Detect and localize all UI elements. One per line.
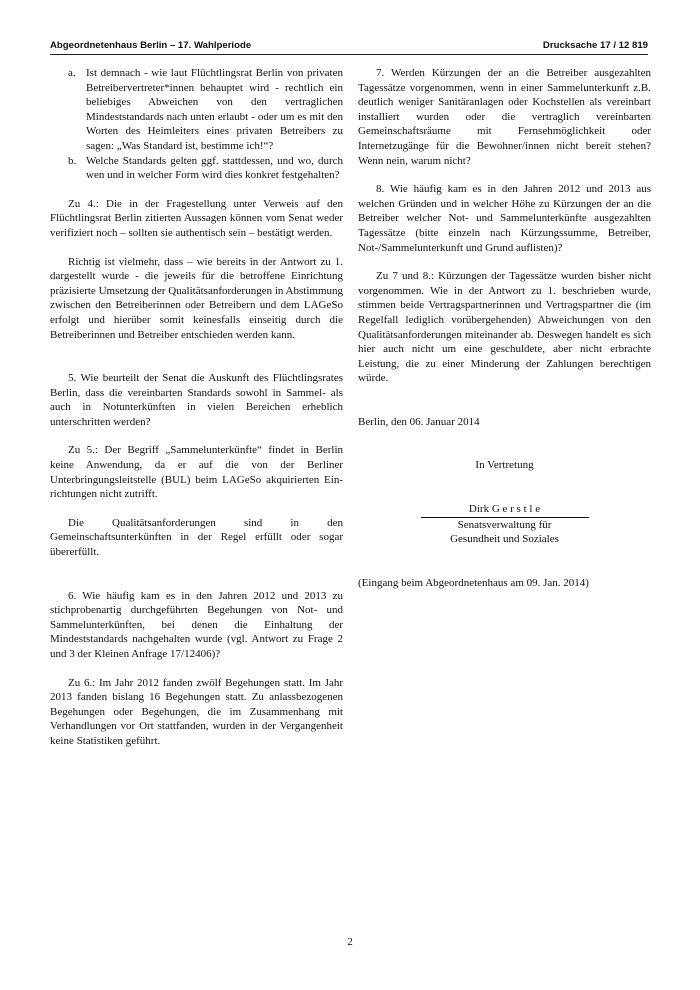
question-7: 7. Werden Kürzungen der an die Betreiber ausgezahlten Tagessätze vorgenommen, wenn in einer Sammelunterkunft z.B. deutlich weniger Sanitäranlagen oder Kochstellen als vereinbart installiert wurden oder die vertraglich vereinbarten Gemeinschaftsräume mit Fernsehmöglichkeit oder Internetzugänge für die Bewohner/innen nicht bereit stehen? Wenn nein, warum nicht?	[358, 67, 651, 167]
left-column	[50, 66, 343, 749]
list-marker-a: a.	[68, 67, 76, 79]
answer-5-continued: Die Qualitätsanforderungen sind in den Gemeinschaftsunterkünften in der Regel erfüllt oder sogar übererfüllt.	[50, 516, 343, 559]
answer-7-8: Zu 7 und 8.: Kürzungen der Tagessätze wurden bisher nicht vorgenommen. Wie in der Antwort zu 1. beschrieben wurde, stimmen beide Vertragspartnerinnen und Vertragspartner die (im Regelfall lediglich vorübergehenden) Abweichungen von den Qualitätsanforderungen miteinander ab. Deswegen handelt es sich hier auch nicht um eine geschuldete, aber nicht erbrachte Leistung, die zu einer Minderung der Zahlungen berechtigen würde.	[358, 270, 651, 385]
list-text-a: Ist demnach - wie laut Flüchtlingsrat Berlin von privaten Betreibervertreter*innen behauptet wird - rechtlich ein beliebiges Abweichen von den vertraglichen Mindeststandards nach unten erlaubt - oder um es mit den Worten des Heimleiters eines privaten Betreibers zu sagen: „Was Standard ist, bestimme ich!“?	[86, 67, 343, 152]
answer-4-continued: Richtig ist vielmehr, dass – wie bereits in der Antwort zu 1. dargestellt wurde - die jeweils für die betroffene Einrichtung präzisierte Umsetzung der Qualitätsanforderungen in Abstimmung zwischen den Betreiberinnen oder Betreibern und dem LAGeSo erfolgt und hierüber somit keinesfalls einseitig durch die Betreiberinnen und Betreiber entschieden werden kann.	[50, 255, 343, 341]
answer-6: Zu 6.: Im Jahr 2012 fanden zwölf Begehungen statt. Im Jahr 2013 fanden bislang 16 Begehungen statt. Zu anlassbezogenen Begehungen oder Begehungen, die im Zusammenhang mit Verhandlungen vor Ort stattfanden, wurden in der Vergangenheit keine Statistiken geführt.	[50, 676, 343, 747]
header-house-title: Abgeordnetenhaus Berlin – 17. Wahlperiode	[50, 40, 252, 51]
question-8: 8. Wie häufig kam es in den Jahren 2012 und 2013 aus welchen Gründen und in welcher Höhe zu Kürzungen der an die Betreiber welcher Not- und Sammelunterkünfte ausgezahlten Tagessätze (bitte einzeln nach Kürzungssumme, Betreiber, Not-/Sammelunterkunft und Grund auflisten)?	[358, 183, 651, 254]
department-line-2: Gesundheit und Soziales	[450, 533, 559, 546]
list-marker-b: b.	[68, 154, 77, 167]
list-text-b: Welche Standards gelten ggf. stattdessen, und wo, durch wen und in welcher Form wird dies konkret festgehalten?	[86, 154, 343, 182]
answer-5: Zu 5.: Der Begriff „Sammelunterkünfte“ findet in Berlin keine Anwendung, da er auf die von der Berliner Unterbringungsleitstelle (BUL) beim LAGeSo akquirierten Ein-richtungen nicht zutrifft.	[50, 444, 343, 501]
signature-date: Berlin, den 06. Januar 2014	[358, 415, 480, 428]
list-item-a	[50, 66, 343, 154]
page-number: 2	[347, 936, 353, 948]
page-header	[50, 38, 648, 55]
list-item-b	[50, 154, 343, 183]
department-line-1: Senatsverwaltung für	[457, 518, 552, 531]
in-vertretung: In Vertretung	[475, 459, 534, 472]
answer-4: Zu 4.: Die in der Fragestellung unter Verweis auf den Flüchtlingsrat Berlin zitierten Aussagen können vom Senat weder verifiziert noch – sollten sie authentisch sein – bestätigt werden.	[50, 197, 343, 239]
header-document-number: Drucksache 17 / 12 819	[542, 40, 648, 51]
question-6: 6. Wie häufig kam es in den Jahren 2012 und 2013 zu stichprobenartig durchgeführten Begehungen von Not- und Sammelunterkünften, bei denen die Einhaltung der Mindeststandards nachgehalten wurde (vgl. Antwort zu Frage 2 und 3 der Kleinen Anfrage 17/12406)?	[50, 589, 343, 660]
receipt-note: (Eingang beim Abgeordnetenhaus am 09. Jan. 2014)	[358, 576, 589, 589]
question-5: 5. Wie beurteilt der Senat die Auskunft des Flüchtlingsrates Berlin, dass die vereinbarten Standards sowohl in Sammel- als auch in Notunterkünften in vielen Bereichen erheblich unterschritten werden?	[50, 372, 343, 428]
signer-name: Dirk G e r s t l e	[468, 503, 541, 516]
question-sublist	[50, 66, 343, 183]
right-column	[358, 66, 651, 590]
